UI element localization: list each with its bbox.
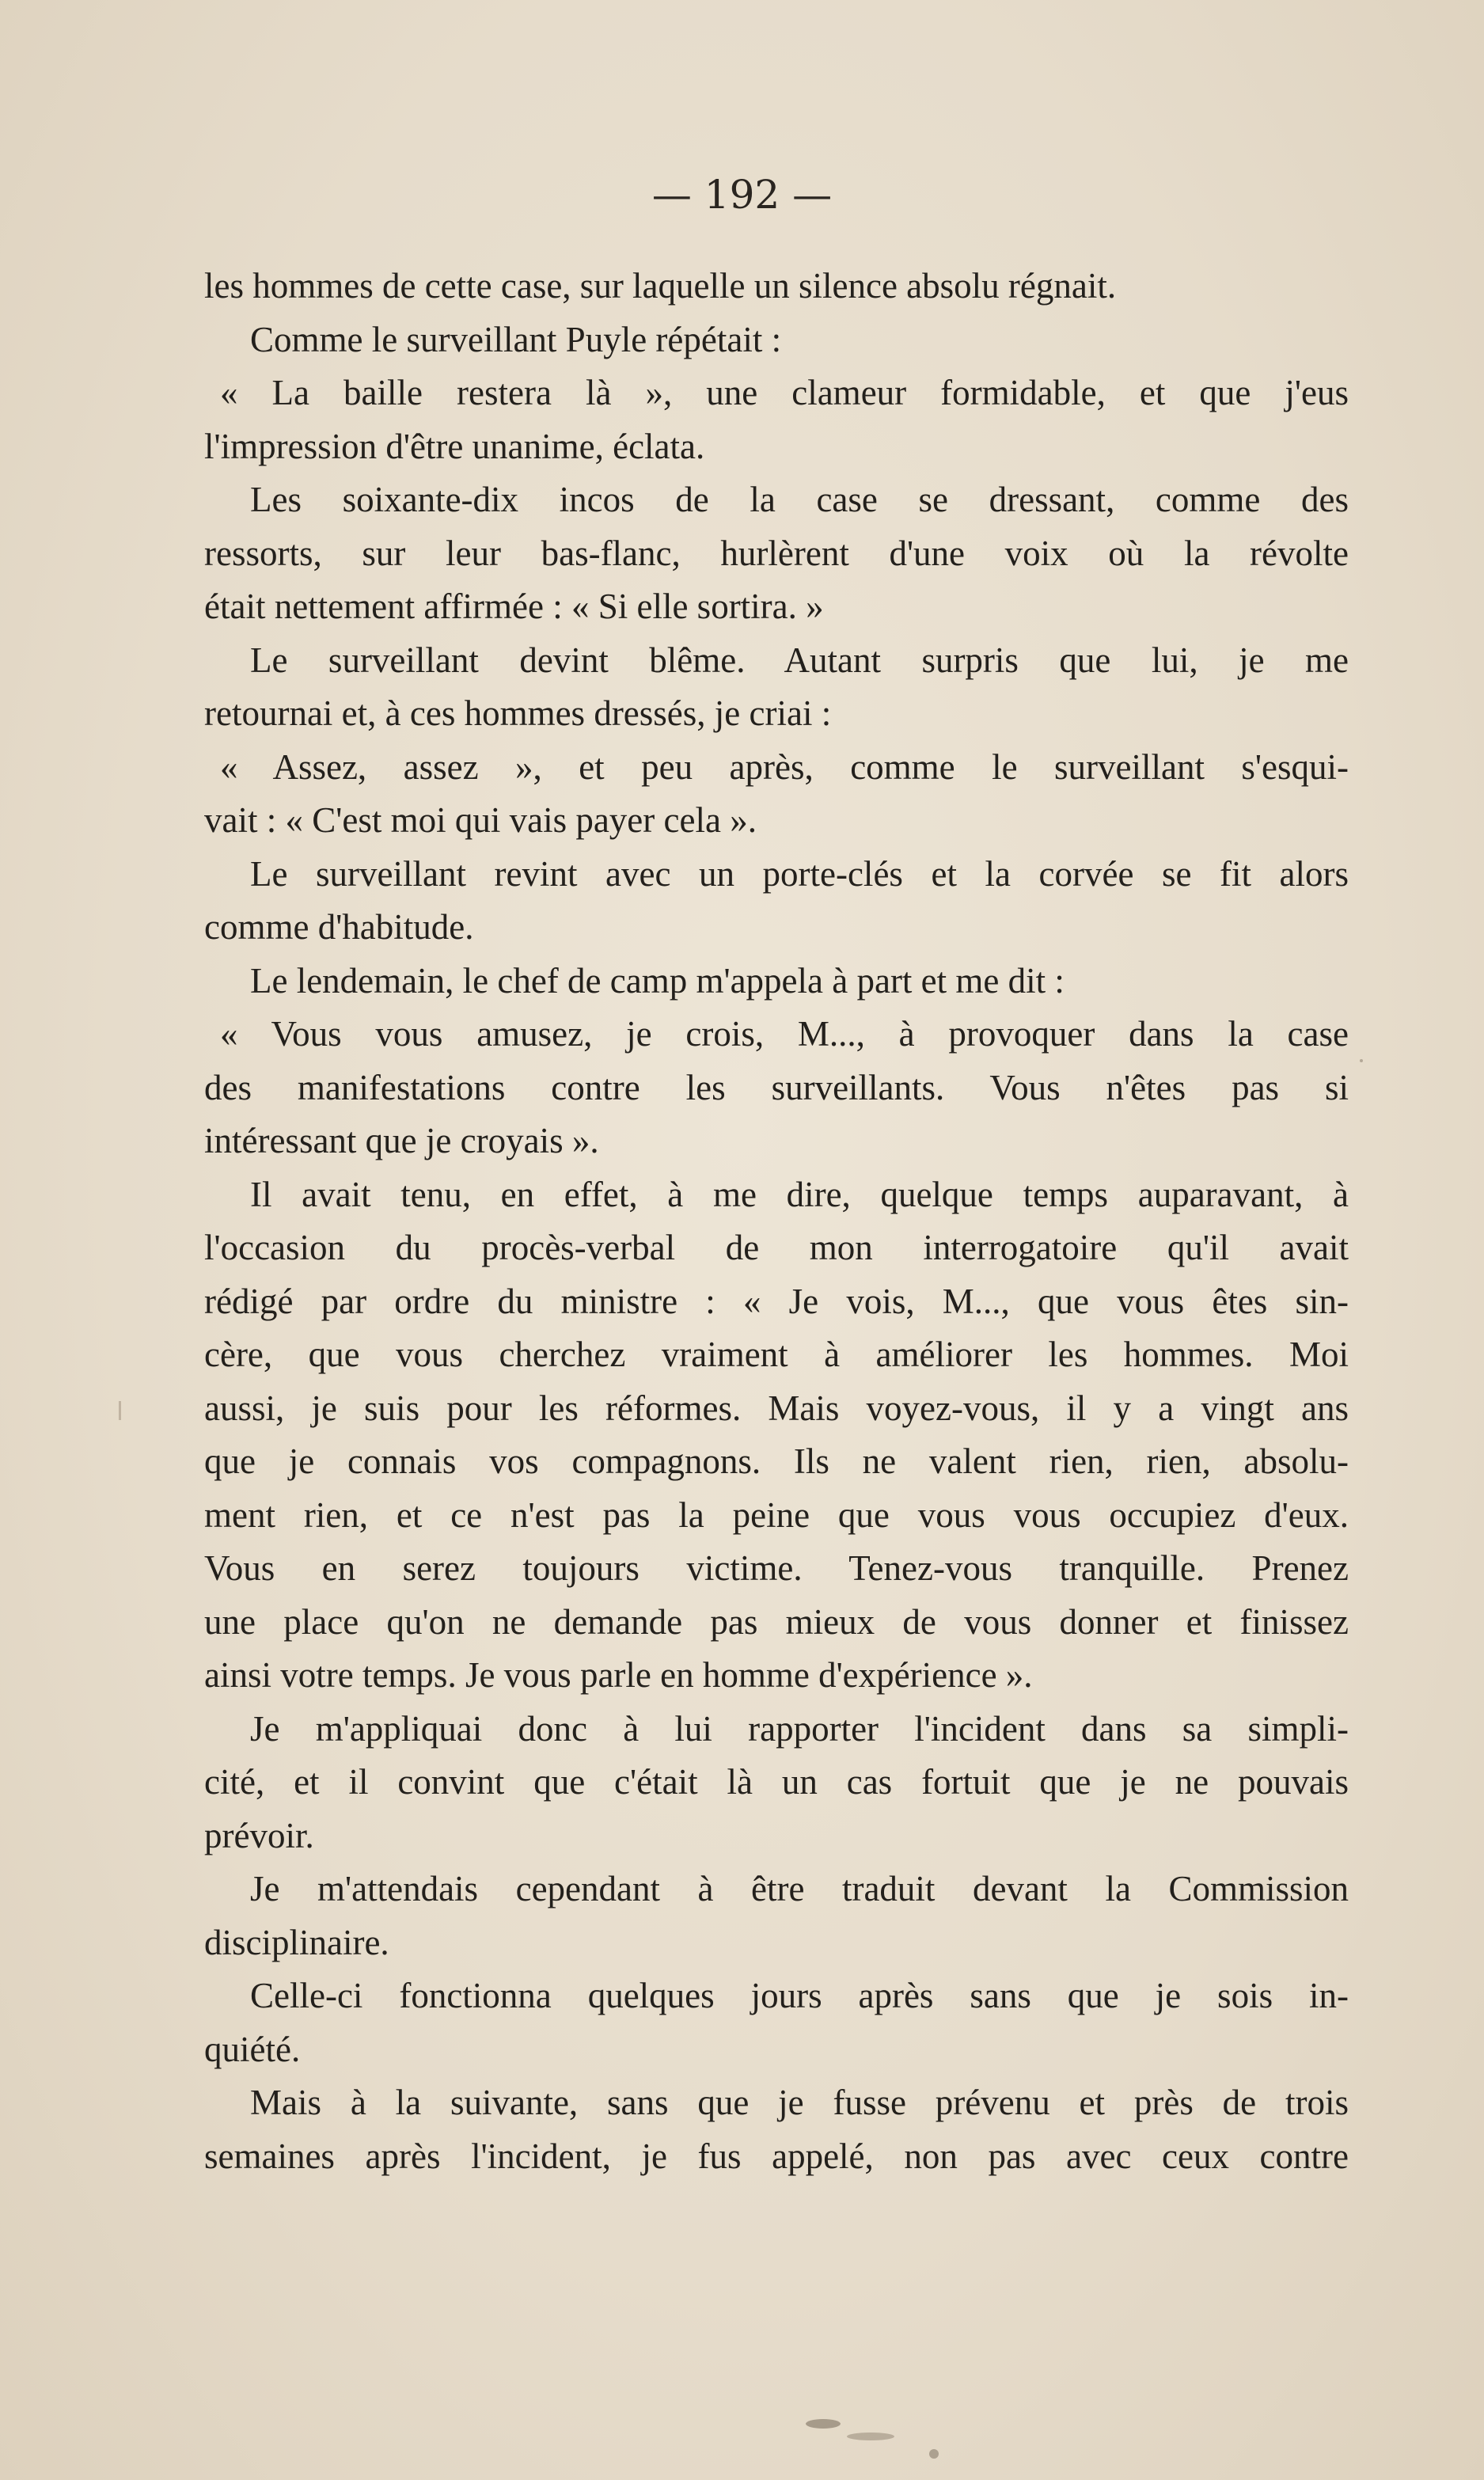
- text-line: quiété.: [204, 2029, 301, 2069]
- text-line: des manifestations contre les surveillants. Vous n'êtes pas si: [204, 1067, 1349, 1107]
- text-line: était nettement affirmée : « Si elle sortira. »: [204, 587, 824, 626]
- text-line: une place qu'on ne demande pas mieux de vous donner et finissez: [204, 1601, 1349, 1642]
- text-line: prévoir.: [204, 1815, 314, 1855]
- body-text: [204, 260, 1349, 2183]
- text-line: Comme le surveillant Puyle répétait :: [250, 319, 782, 359]
- text-line: Je m'appliquai donc à lui rapporter l'incident dans sa simpli-: [250, 1708, 1349, 1749]
- text-line: Les soixante-dix incos de la case se dressant, comme des: [250, 480, 1349, 519]
- text-line: aussi, je suis pour les réformes. Mais voyez-vous, il y a vingt ans: [204, 1388, 1349, 1428]
- margin-mark: [119, 1401, 121, 1420]
- text-line: « Vous vous amusez, je crois, M..., à provoquer dans la case: [220, 1014, 1349, 1054]
- text-line: ment rien, et ce n'est pas la peine que vous vous occupiez d'eux.: [204, 1494, 1349, 1535]
- text-line: intéressant que je croyais ».: [204, 1121, 599, 1160]
- text-line: l'impression d'être unanime, éclata.: [204, 426, 705, 466]
- text-line: rédigé par ordre du ministre : « Je vois, M..., que vous êtes sin-: [204, 1281, 1349, 1321]
- ink-speck: [847, 2433, 894, 2440]
- text-line: retournai et, à ces hommes dressés, je criai :: [204, 693, 832, 733]
- text-line: Le lendemain, le chef de camp m'appela à part et me dit :: [250, 960, 1065, 1001]
- text-line: « La baille restera là », une clameur formidable, et que j'eus: [220, 373, 1349, 412]
- text-line: Je m'attendais cependant à être traduit devant la Commission: [250, 1869, 1349, 1908]
- text-line: les hommes de cette case, sur laquelle un silence absolu régnait.: [204, 266, 1117, 306]
- text-line: ressorts, sur leur bas-flanc, hurlèrent d'une voix où la révolte: [204, 533, 1349, 573]
- text-line: disciplinaire.: [204, 1922, 389, 1962]
- ink-speck: [806, 2419, 841, 2429]
- text-line: Il avait tenu, en effet, à me dire, quelque temps auparavant, à: [250, 1174, 1349, 1214]
- text-line: cère, que vous cherchez vraiment à améliorer les hommes. Moi: [204, 1335, 1349, 1374]
- ink-speck: [929, 2449, 939, 2459]
- text-line: cité, et il convint que c'était là un cas fortuit que je ne pouvais: [204, 1762, 1349, 1802]
- text-line: l'occasion du procès-verbal de mon interrogatoire qu'il avait: [204, 1228, 1349, 1267]
- text-line: Vous en serez toujours victime. Tenez-vous tranquille. Prenez: [204, 1548, 1349, 1588]
- text-line: Le surveillant revint avec un porte-clés et la corvée se fit alors: [250, 853, 1349, 894]
- ink-speck: [1360, 1059, 1363, 1062]
- page-number: — 192 —: [651, 172, 833, 218]
- text-line: vait : « C'est moi qui vais payer cela ».: [204, 800, 757, 840]
- text-line: semaines après l'incident, je fus appelé, non pas avec ceux contre: [204, 2136, 1349, 2176]
- text-line: comme d'habitude.: [204, 907, 474, 947]
- text-line: Le surveillant devint blême. Autant surpris que lui, je me: [250, 640, 1349, 680]
- text-line: Celle-ci fonctionna quelques jours après sans que je sois in-: [250, 1976, 1349, 2015]
- text-line: « Assez, assez », et peu après, comme le surveillant s'esqui-: [220, 746, 1349, 787]
- text-line: que je connais vos compagnons. Ils ne valent rien, rien, absolu-: [204, 1441, 1349, 1481]
- text-line: ainsi votre temps. Je vous parle en homme d'expérience ».: [204, 1655, 1033, 1695]
- text-line: Mais à la suivante, sans que je fusse prévenu et près de trois: [250, 2083, 1349, 2122]
